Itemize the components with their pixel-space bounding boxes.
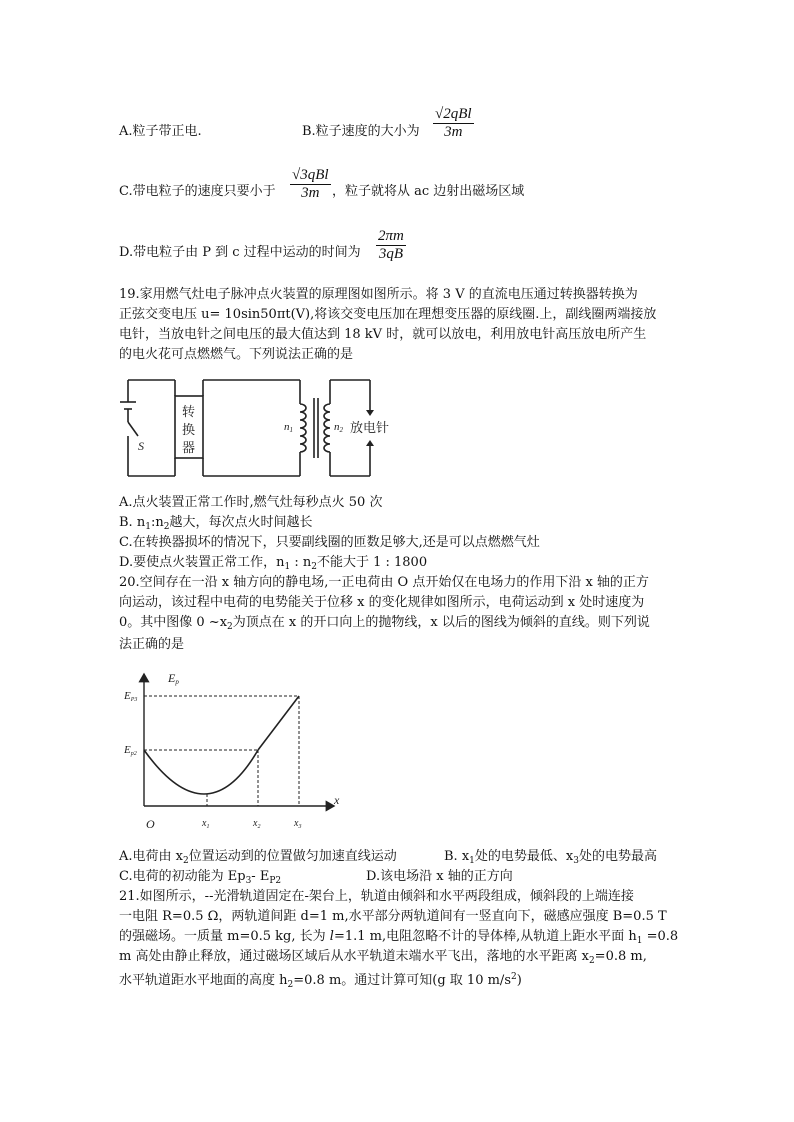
q18-option-b-fraction (433, 106, 474, 141)
q19-option-a: A.点火装置正常工作时,燃气灶每秒点火 50 次 (119, 495, 383, 510)
secondary-coil (324, 404, 330, 452)
q20-option-d: D.该电场沿 x 轴的正方向 (366, 869, 513, 884)
q18-option-b-text: B.粒子速度的大小为 (302, 124, 420, 139)
q21-stem-line-3: 的强磁场。一质量 m=0.5 kg, 长为 l=1.1 m,电阻忽略不计的导体棒,从轨道上距水平面 $h_1 =0.8$ (119, 929, 679, 946)
straight-line (258, 696, 299, 750)
q19-option-c: C.在转换器损坏的情况下，只要副线圈的匝数足够大,还是可以点燃燃气灶 (119, 535, 540, 550)
needle-arrow-top (366, 410, 374, 416)
q18-option-c-text: C.带电粒子的速度只要小于 (119, 184, 276, 199)
q20-stem-line-2: 向运动，该过程中电荷的电势能关于位移 x 的变化规律如图所示，电荷运动到 x 处时速度为 (119, 595, 645, 610)
q20-option-b: B. $x_1$处的电势最低、$x_3$处的电势最高 (444, 849, 657, 866)
q20-option-c: C.电荷的初动能为 $Ep_3-$ $E_{P2}$ (119, 869, 282, 886)
q19-stem-line-4: 的电火花可点燃燃气。下列说法正确的是 (119, 347, 354, 362)
fraction-denominator: 3m (444, 124, 463, 140)
q18-option-c-suffix: ，粒子就将从 ac 边射出磁场区域 (332, 184, 525, 199)
ep3-label: EP3 (124, 690, 138, 703)
fraction-numerator: √3qBl (292, 167, 329, 183)
origin-label: O (146, 817, 155, 831)
fraction-numerator: 2πm (378, 228, 404, 244)
q20-stem-line-3: 0。其中图像 0 $\sim x_2$为顶点在 x 的开口向上的抛物线，x 以后的图线为倾斜的直线。则下列说 (119, 615, 650, 632)
switch-label: S (138, 439, 144, 453)
x2-label: $x_2$ (253, 818, 261, 830)
x3-label: $x_3$ (294, 818, 302, 830)
ignition-circuit-diagram (120, 374, 410, 484)
q19-option-b: B. $n_1:n_2$越大，每次点火时间越长 (119, 515, 313, 532)
q21-stem-line-5: 水平轨道距水平地面的高度 $h_2=0.8$ m。通过计算可知(g 取 10 $m/s^2$) (119, 972, 522, 990)
q20-option-a: A.电荷由 $x_2$位置运动到的位置做匀加速直线运动 (119, 849, 397, 866)
q21-stem-line-1: 21.如图所示，--光滑轨道固定在-架台上，轨道由倾斜和水平两段组成，倾斜段的上端连接 (119, 889, 634, 904)
fraction-denominator: 3m (301, 185, 320, 201)
fraction-denominator: 3qB (378, 246, 404, 262)
needle-arrow-bottom (366, 440, 374, 446)
converter-char-3: 器 (182, 440, 196, 455)
primary-coil (300, 404, 306, 452)
parabola-curve (144, 750, 258, 794)
q18-option-c-fraction (290, 167, 331, 202)
needle-label: 放电针 (350, 420, 390, 435)
x1-label: $x_1$ (202, 818, 210, 830)
potential-energy-graph (124, 668, 354, 838)
n2-label: n2 (334, 421, 343, 434)
q19-option-d: D.要使点火装置正常工作，$n_1$ : $n_2$不能大于 1 : 1800 (119, 555, 428, 572)
x-axis-label: x (334, 793, 340, 807)
q20-stem-line-4: 法正确的是 (119, 637, 185, 652)
y-axis-label: Ep (168, 671, 179, 686)
q19-stem-line-2: 正弦交变电压 u= 10sin50πt(V),将该交变电压加在理想变压器的原线圈.上，副线圈两端接放 (119, 307, 657, 322)
q21-stem-line-4: m 高处由静止释放，通过磁场区域后从水平轨道末端水平飞出，落地的水平距离 $x_2=0.8$ m, (119, 949, 647, 966)
q18-option-d-text: D.带电粒子由 P 到 c 过程中运动的时间为 (119, 245, 361, 260)
q19-stem-line-1: 19.家用燃气灶电子脉冲点火装置的原理图如图所示。将 3 V 的直流电压通过转换器转换为 (119, 287, 638, 302)
switch-blade (128, 422, 138, 436)
n1-label: n1 (284, 421, 293, 434)
q19-stem-line-3: 电针，当放电针之间电压的最大值达到 18 kV 时，就可以放电，利用放电针高压放电所产生 (119, 327, 647, 342)
converter-char-1: 转 (182, 404, 196, 419)
fraction-numerator: √2qBl (435, 106, 472, 122)
q18-option-d-fraction (376, 228, 406, 263)
ep2-label: Ep2 (124, 744, 137, 757)
q18-option-a: A.粒子带正电. (119, 124, 202, 139)
q21-stem-line-2: 一电阻 R=0.5 Ω，两轨道间距 d=1 m,水平部分两轨道间有一竖直向下，磁感应强度 B=0.5 T (119, 909, 667, 924)
converter-char-2: 换 (182, 422, 196, 437)
q20-stem-line-1: 20.空间存在一沿 x 轴方向的静电场,一正电荷由 O 点开始仅在电场力的作用下沿 x 轴的正方 (119, 575, 649, 590)
